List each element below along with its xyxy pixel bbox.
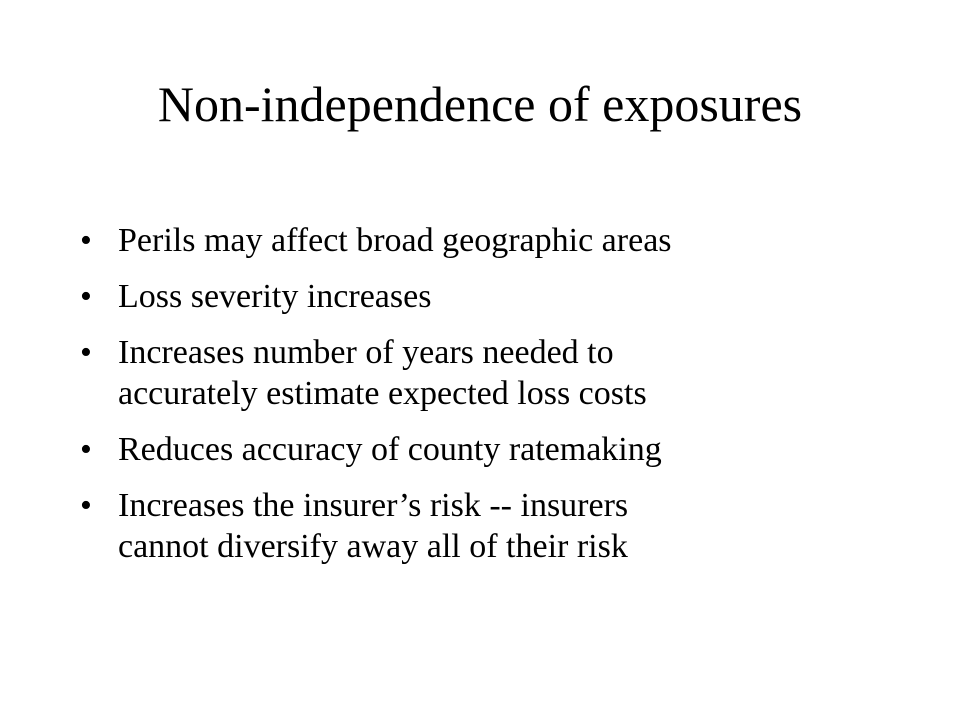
bullet-icon: • [80,334,92,371]
bullet-icon: • [80,487,92,524]
bullet-icon: • [80,222,92,259]
bullet-item [80,429,920,470]
bullet-list [80,220,920,582]
bullet-icon: • [80,278,92,315]
bullet-item [80,485,920,567]
slide-title: Non-independence of exposures [157,76,803,132]
bullet-text: Increases number of years needed to [118,334,614,371]
bullet-item [80,332,920,414]
bullet-text: Reduces accuracy of county ratemaking [118,431,662,468]
bullet-text: Loss severity increases [118,278,432,315]
bullet-item [80,220,920,261]
bullet-icon: • [80,431,92,468]
bullet-text: Perils may affect broad geographic areas [118,222,672,259]
bullet-text-continued: accurately estimate expected loss costs [118,375,647,412]
bullet-item [80,276,920,317]
bullet-text-continued: cannot diversify away all of their risk [118,528,628,565]
bullet-text: Increases the insurer’s risk -- insurers [118,487,629,524]
